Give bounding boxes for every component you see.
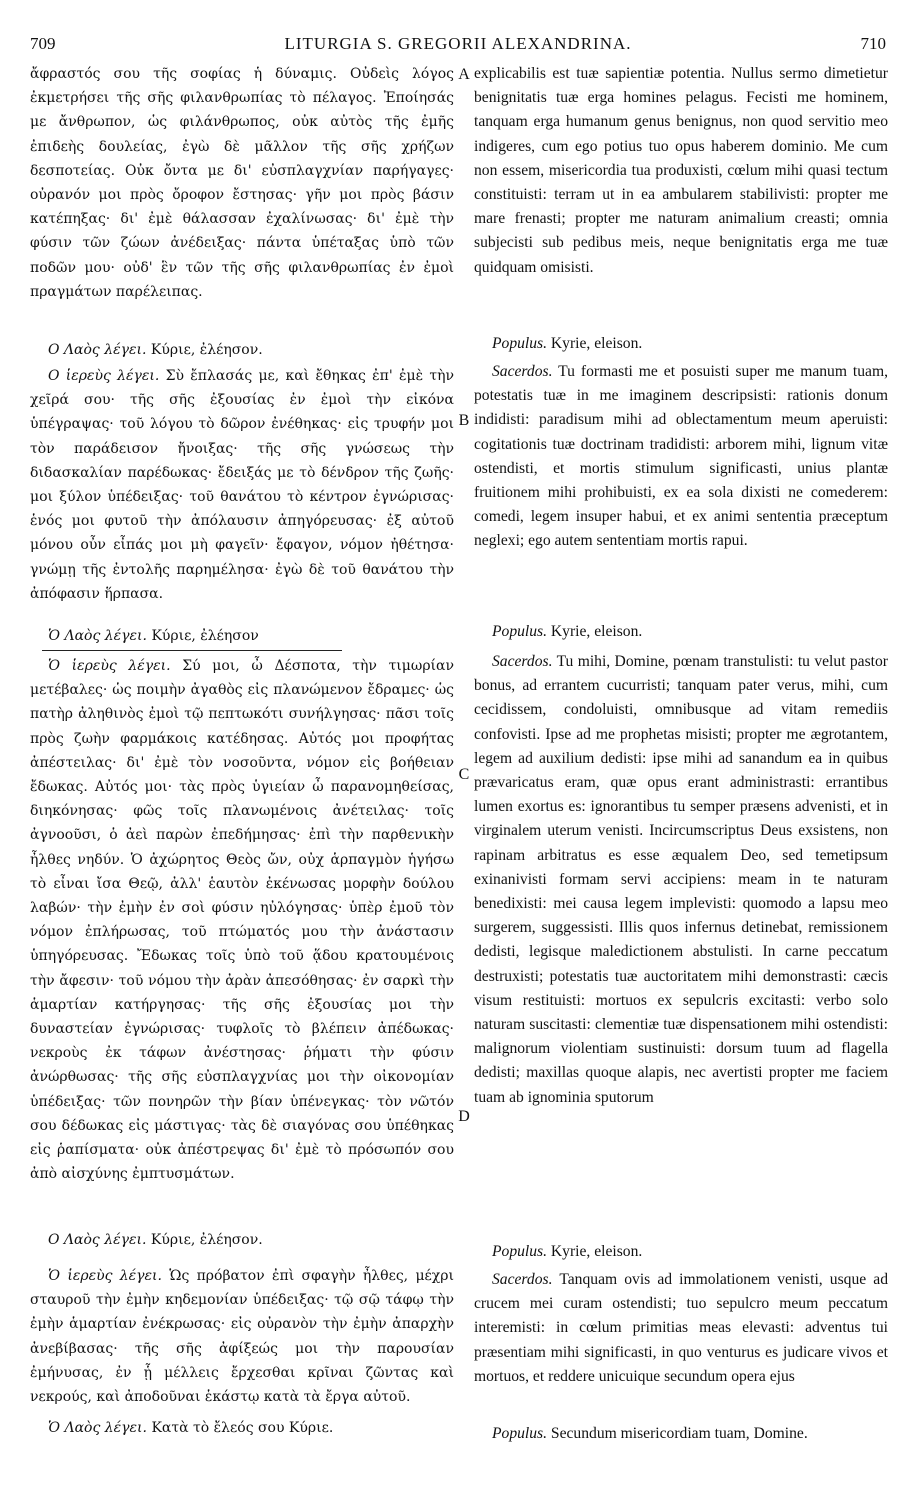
greek-response-1 (30, 338, 454, 362)
latin-text: Tu formasti me et posuisti super me manum tuam, potestatis tuæ in me imaginem descripsisti: rationis donum indidisti: paradisum mihi ad oblectamentum meum aperuisti: cogitationis tuæ doctrinam tradidisti: arborem mihi, lignum vitæ ostendisti, et mortis stimulum significasti, unius plantæ fruitionem mihi prohibuisti, ex ea sola dixisti ne comederem: comedi, legem insuper habui, et ex animi sententia præceptum neglexi; ego autem sententiam mortis rapui. (474, 363, 888, 550)
margin-letter-d: D (458, 1108, 470, 1125)
greek-response-text: Κατὰ τὸ ἔλεός σου Κύριε. (151, 1420, 334, 1436)
page-number-left: 709 (30, 34, 56, 53)
greek-paragraph-1 (30, 62, 454, 304)
margin-letter-a: A (458, 66, 470, 83)
greek-paragraph-3 (30, 654, 454, 1186)
greek-speaker: Ο Λαὸς λέγει. (48, 1232, 147, 1248)
page-number-right: 710 (860, 34, 886, 53)
greek-paragraph-2 (30, 364, 454, 606)
greek-speaker: Ο Λαὸς λέγει. (48, 342, 147, 358)
latin-text: explicabilis est tuæ sapientiæ potentia. Nullus sermo dimetietur benignitatis tuæ erga homines pelagus. Fecisti me hominem, tanquam erga humanum genus benignus, non quod servitio meo indigeres, cum ego potius tuo opus haberem dominio. Me cum non essem, misericordia tua produxisti, cœlum mihi quasi tectum constituisti: terram ut in ea ambularem stabilivisti: propter me mare frenasti; propter me naturam animalium creasti; omnia subjecisti sub pedibus meis, neque benignitatis erga me tuæ quidquam omisisti. (474, 65, 888, 276)
margin-letter-b: B (458, 412, 470, 429)
margin-letter-c: C (458, 766, 470, 783)
greek-response-text: Κύριε, ἐλέησον. (150, 1232, 263, 1248)
greek-response-3 (30, 1228, 454, 1252)
greek-speaker: Ὁ ἱερεὺς λέγει. (48, 658, 171, 674)
greek-text: Σύ μοι, ὦ Δέσποτα, τὴν τιμωρίαν μετέβαλες· ὡς ποιμὴν ἀγαθὸς εἰς πλανώμενον ἔδραμες· ὡς πατὴρ ἀληθινὸς ἐμοὶ τῷ πεπτωκότι συνήλγησας· πᾶσι τοῖς πρὸς ζωὴν φαρμάκοις κατέδησας. Αὐτός μοι προφήτας ἀπέστειλας· δι' ἐμὲ τὸν νοσοῦντα, νόμον εἰς βοήθειαν ἔδωκας. Αὐτός μοι· τὰς πρὸς ὑγιείαν ὦ παρανομηθείσας, διηκόνησας· φῶς τοῖς πλανωμένοις ἀνέτειλας· τοῖς ἀγνοοῦσι, ὁ ἀεὶ παρὼν ἐπεδήμησας· ἐπὶ τὴν παρθενικὴν ἦλθες νηδύν. Ὁ ἀχώρητος Θεὸς ὤν, οὐχ ἁρπαγμὸν ἡγήσω τὸ εἶναι ἴσα Θεῷ, ἀλλ' ἑαυτὸν ἐκένωσας μορφὴν δούλου λαβών· τὴν ἐμὴν ἐν σοὶ φύσιν ηὐλόγησας· ὑπὲρ ἐμοῦ τὸν νόμον ἐπλήρωσας, τοῦ πτώματός μου τὴν ἀνάστασιν ὑπηγόρευσας. Ἔδωκας τοῖς ὑπὸ τοῦ ᾅδου κρατουμένοις τὴν ἄφεσιν· τοῦ νόμου τὴν ἀρὰν ἀπεσόθησας· ἐν σαρκὶ τὴν ἁμαρτίαν κατήργησας· τῆς σῆς ἐξουσίας μοι τὴν δυναστείαν ἐγνώρισας· τυφλοῖς τὸ βλέπειν ἀπέδωκας· νεκροὺς ἐκ τάφων ἀνέστησας· ῥήματι τὴν φύσιν ἀνώρθωσας· τῆς σῆς εὐσπλαγχνίας μοι τὴν οἰκονομίαν ὑπέδειξας· τῶν πονηρῶν τὴν βίαν ὑπένεγκας· τὸν νῶτόν σου δέδωκας εἰς μάστιγας· τὰς δὲ σιαγόνας σου ὑπέθηκας εἰς ῥαπίσματα· οὐκ ἀπέστρεψας δι' ἐμὲ τὸ πρόσωπόν σου ἀπὸ αἰσχύνης ἐμπτυσμάτων. (30, 658, 454, 1183)
greek-response-2 (30, 624, 454, 648)
greek-response-4 (30, 1416, 454, 1440)
greek-paragraph-4 (30, 1264, 454, 1409)
greek-text: ἄφραστός σου τῆς σοφίας ἡ δύναμις. Οὐδεὶς λόγος ἐκμετρήσει τῆς σῆς φιλανθρωπίας τὸ πέλαγος. Ἐποίησάς με ἄνθρωπον, ὡς φιλάνθρωπος, οὐκ αὐτὸς τῆς ἐμῆς ἐπιδεὴς δουλείας, ἐγὼ δὲ μᾶλλον τῆς σῆς χρήζων δεσποτείας. Οὐκ ὄντα με δι' εὐσπλαγχνίαν παρήγαγες· οὐρανόν μοι πρὸς ὄροφον ἔστησας· γῆν μοι πρὸς βάσιν κατέπηξας· δι' ἐμὲ θάλασσαν ἐχαλίνωσας· δι' ἐμὲ τὴν φύσιν τῶν ζώων ἀνέδειξας· πάντα ὑπέταξας ὑπὸ τῶν ποδῶν μου· οὐδ' ἓν τῶν τῆς σῆς φιλανθρωπίας ἐν ἐμοὶ πραγμάτων παρέλειπας. (30, 66, 454, 300)
latin-speaker: Populus. (492, 623, 548, 640)
latin-response-1 (474, 332, 888, 356)
latin-speaker: Sacerdos. (492, 653, 553, 670)
running-title: LITURGIA S. GREGORII ALEXANDRINA. (284, 34, 632, 53)
latin-speaker: Populus. (492, 335, 548, 352)
latin-response-4 (474, 1422, 888, 1446)
greek-divider-rule (42, 650, 342, 651)
latin-speaker: Sacerdos. (492, 363, 553, 380)
latin-speaker: Sacerdos. (492, 1271, 553, 1288)
latin-paragraph-4 (474, 1268, 888, 1389)
running-header (30, 34, 886, 56)
greek-text: Ὡς πρόβατον ἐπὶ σφαγὴν ἦλθες, μέχρι σταυροῦ τὴν ἐμὴν κηδεμονίαν ὑπέδειξας· τῷ σῷ τάφῳ τὴν ἐμὴν ἁμαρτίαν ἐνέκρωσας· εἰς οὐρανὸν τὴν ἐμὴν ἀπαρχὴν ἀνεβίβασας· τῆς σῆς ἀφίξεώς μοι τὴν παρουσίαν ἐμήνυσας, ἐν ᾗ μέλλεις ἔρχεσθαι κρῖναι ζῶντας καὶ νεκρούς, καὶ ἀποδοῦναι ἑκάστῳ κατὰ τὰ ἔργα αὐτοῦ. (30, 1268, 454, 1406)
latin-text: Tanquam ovis ad immolationem venisti, usque ad crucem mei curam ostendisti; tuo sepulcro meum peccatum interemisti: in cœlum primitias meas elevasti: adventus tui præsentiam mihi significasti, in quo venturus es judicare vivos et mortuos, et reddere unicuique secundum opera ejus (474, 1271, 888, 1385)
greek-text: Σὺ ἔπλασάς με, καὶ ἔθηκας ἐπ' ἐμὲ τὴν χεῖρά σου· τῆς σῆς ἐξουσίας ἐν ἐμοὶ τὴν εἰκόνα ὑπέγραψας· τοῦ λόγου τὸ δῶρον ἐνέθηκας· εἰς τρυφήν μοι τὸν παράδεισον ἤνοιξας· τῆς σῆς γνώσεως τὴν διδασκαλίαν παρέδωκας· ἔδειξάς με τὸ δένδρον τῆς ζωῆς· μοι ξύλον ὑπέδειξας· τοῦ θανάτου τὸ κέντρον ἐγνώρισας· ἑνός μοι φυτοῦ τὴν ἀπόλαυσιν ἀπηγόρευσας· ἐξ αὐτοῦ μόνου οὖν εἶπάς μοι μὴ φαγεῖν· ἔφαγον, νόμον ἠθέτησα· γνώμῃ τῆς ἐντολῆς παρημέλησα· ἐγὼ δὲ τοῦ θανάτου τὴν ἀπόφασιν ἥρπασα. (30, 368, 455, 602)
latin-paragraph-3 (474, 650, 888, 1110)
latin-response-text: Secundum misericordiam tuam, Domine. (550, 1425, 808, 1442)
latin-speaker: Populus. (492, 1243, 548, 1260)
greek-speaker: Ὁ Λαὸς λέγει. (48, 628, 147, 644)
latin-response-text: Kyrie, eleison. (550, 623, 643, 640)
latin-response-2 (474, 620, 888, 644)
latin-response-text: Kyrie, eleison. (550, 335, 643, 352)
greek-speaker: Ὁ ἱερεὺς λέγει. (48, 1268, 162, 1284)
latin-speaker: Populus. (492, 1425, 548, 1442)
greek-speaker: Ὁ Λαὸς λέγει. (48, 1420, 147, 1436)
greek-speaker: Ο ἱερεὺς λέγει. (48, 368, 160, 384)
latin-response-text: Kyrie, eleison. (550, 1243, 643, 1260)
latin-response-3 (474, 1240, 888, 1264)
greek-response-text: Κύριε, ἐλέησον. (150, 342, 263, 358)
greek-response-text: Κύριε, ἐλέησον (151, 628, 259, 644)
latin-paragraph-1 (474, 62, 888, 280)
latin-paragraph-2 (474, 360, 888, 554)
latin-text: Tu mihi, Domine, pœnam transtulisti: tu velut pastor bonus, ad errantem cucurristi; tanquam pater verus, mihi, cum cecidissem, condoluisti, omnibusque ad vitam remediis confovisti. Ipse ad me prophetas misisti; propter me ægrotantem, legem ad auxilium dedisti: ipse mihi ad sanandum ea in quibus prævaricatus eram, quæ opus erant administrasti: errantibus lumen exortus es: ignorantibus tu semper præsens advenisti, et in virginalem uterum venisti. Incircumscriptus Deus exsistens, non rapinam arbitratus es esse æqualem Deo, sed temetipsum exinanivisti formam servi accipiens: meam in te naturam benedixisti: mei causa legem implevisti: quomodo a lapsu meo surgerem, suggessisti. Illis quos infernus detinebat, remissionem dedisti, legisque maledictionem abstulisti. In carne peccatum destruxisti; potestatis tuæ auctoritatem mihi demonstrasti: cæcis visum restituisti: mortuos ex sepulcris excitasti: verbo solo naturam suscitasti: clementiæ tuæ dispensationem mihi ostendisti: malignorum violentiam sustinuisti: dorsum tuum ad flagella dedisti; maxillas quoque alapis, nec avertisti propter me faciem tuam ab ignominia sputorum (474, 653, 888, 1106)
